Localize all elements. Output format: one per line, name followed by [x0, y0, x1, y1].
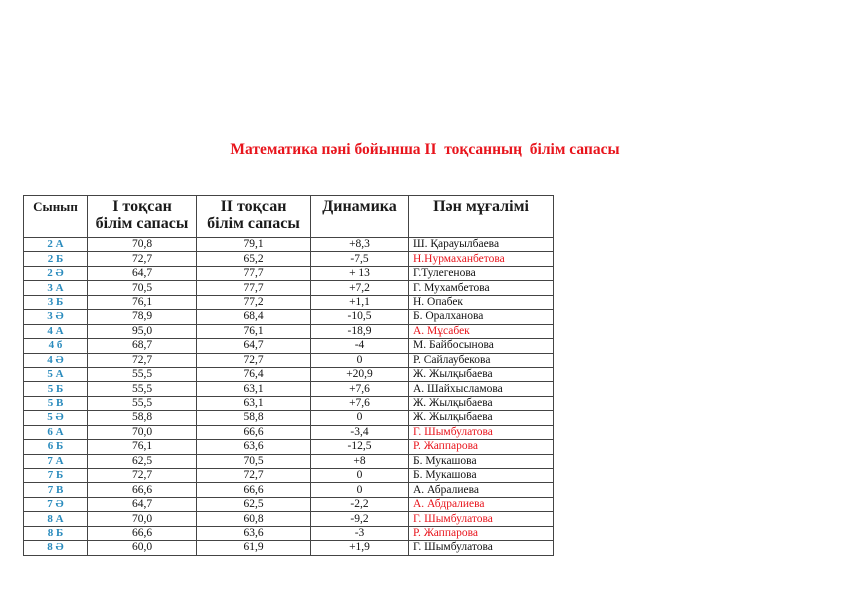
class-cell: 5 Б: [24, 382, 88, 396]
q1-cell: 55,5: [88, 396, 197, 410]
class-cell: 8 А: [24, 512, 88, 526]
table-row: [24, 266, 554, 280]
class-cell: 6 А: [24, 425, 88, 439]
table-row: [24, 541, 554, 555]
q1-cell: 70,8: [88, 238, 197, 252]
teacher-cell: А. Мұсабек: [409, 324, 554, 338]
table-row: [24, 425, 554, 439]
class-cell: 2 А: [24, 238, 88, 252]
teacher-cell: Ж. Жылқыбаева: [409, 367, 554, 381]
dynamics-cell: -3,4: [311, 425, 409, 439]
q1-cell: 70,0: [88, 425, 197, 439]
teacher-cell: Б. Мукашова: [409, 454, 554, 468]
class-cell: 4 А: [24, 324, 88, 338]
q2-cell: 77,7: [197, 266, 311, 280]
dynamics-cell: -2,2: [311, 497, 409, 511]
dynamics-cell: -7,5: [311, 252, 409, 266]
dynamics-cell: 0: [311, 411, 409, 425]
header-dynamics: Динамика: [311, 196, 409, 238]
q2-cell: 66,6: [197, 483, 311, 497]
class-cell: 3 Б: [24, 295, 88, 309]
teacher-cell: Н.Нурмаханбетова: [409, 252, 554, 266]
q1-cell: 66,6: [88, 526, 197, 540]
table-row: [24, 440, 554, 454]
q2-cell: 62,5: [197, 497, 311, 511]
document-title: Математика пәні бойынша II тоқсанның білім сапасы: [230, 141, 620, 158]
q2-cell: 76,4: [197, 367, 311, 381]
header-class: Сынып: [24, 196, 88, 238]
q1-cell: 66,6: [88, 483, 197, 497]
class-cell: 5 В: [24, 396, 88, 410]
class-cell: 8 Ә: [24, 541, 88, 555]
teacher-cell: Г. Шымбулатова: [409, 541, 554, 555]
class-cell: 3 А: [24, 281, 88, 295]
teacher-cell: А. Абралиева: [409, 483, 554, 497]
q2-cell: 63,1: [197, 396, 311, 410]
dynamics-cell: -4: [311, 339, 409, 353]
q1-cell: 58,8: [88, 411, 197, 425]
q2-cell: 72,7: [197, 353, 311, 367]
dynamics-cell: + 13: [311, 266, 409, 280]
q1-cell: 76,1: [88, 295, 197, 309]
class-cell: 7 В: [24, 483, 88, 497]
teacher-cell: Г. Шымбулатова: [409, 425, 554, 439]
q2-cell: 65,2: [197, 252, 311, 266]
class-cell: 7 А: [24, 454, 88, 468]
q2-cell: 77,2: [197, 295, 311, 309]
header-q1-line2: білім сапасы: [95, 215, 189, 232]
q1-cell: 95,0: [88, 324, 197, 338]
q1-cell: 72,7: [88, 353, 197, 367]
header-q1: [88, 196, 197, 238]
dynamics-cell: +7,2: [311, 281, 409, 295]
dynamics-cell: +7,6: [311, 382, 409, 396]
table-row: [24, 310, 554, 324]
teacher-cell: Г. Шымбулатова: [409, 512, 554, 526]
table-row: [24, 339, 554, 353]
teacher-cell: Р. Жаппарова: [409, 526, 554, 540]
teacher-cell: Г. Мухамбетова: [409, 281, 554, 295]
q2-cell: 79,1: [197, 238, 311, 252]
quality-table: [23, 195, 554, 556]
class-cell: 4 Ә: [24, 353, 88, 367]
teacher-cell: Ж. Жылқыбаева: [409, 411, 554, 425]
dynamics-cell: -3: [311, 526, 409, 540]
teacher-cell: Ж. Жылқыбаева: [409, 396, 554, 410]
teacher-cell: Р. Жаппарова: [409, 440, 554, 454]
teacher-cell: Р. Сайлаубекова: [409, 353, 554, 367]
q1-cell: 72,7: [88, 252, 197, 266]
q1-cell: 70,0: [88, 512, 197, 526]
table-row: [24, 411, 554, 425]
q2-cell: 70,5: [197, 454, 311, 468]
teacher-cell: А. Шайхысламова: [409, 382, 554, 396]
header-teacher: Пән мұғалімі: [409, 196, 554, 238]
q2-cell: 60,8: [197, 512, 311, 526]
q1-cell: 55,5: [88, 367, 197, 381]
q2-cell: 72,7: [197, 469, 311, 483]
dynamics-cell: 0: [311, 483, 409, 497]
q2-cell: 76,1: [197, 324, 311, 338]
class-cell: 5 А: [24, 367, 88, 381]
class-cell: 7 Ә: [24, 497, 88, 511]
dynamics-cell: +8,3: [311, 238, 409, 252]
q1-cell: 68,7: [88, 339, 197, 353]
q1-cell: 78,9: [88, 310, 197, 324]
table-row: [24, 497, 554, 511]
table-row: [24, 469, 554, 483]
q2-cell: 63,6: [197, 526, 311, 540]
dynamics-cell: +7,6: [311, 396, 409, 410]
q2-cell: 58,8: [197, 411, 311, 425]
q1-cell: 62,5: [88, 454, 197, 468]
class-cell: 7 Б: [24, 469, 88, 483]
teacher-cell: М. Байбосынова: [409, 339, 554, 353]
q2-cell: 68,4: [197, 310, 311, 324]
table-row: [24, 324, 554, 338]
class-cell: 5 Ә: [24, 411, 88, 425]
dynamics-cell: -18,9: [311, 324, 409, 338]
q2-cell: 61,9: [197, 541, 311, 555]
dynamics-cell: +1,1: [311, 295, 409, 309]
q1-cell: 76,1: [88, 440, 197, 454]
teacher-cell: Б. Оралханова: [409, 310, 554, 324]
table-row: [24, 238, 554, 252]
q1-cell: 60,0: [88, 541, 197, 555]
table-row: [24, 252, 554, 266]
teacher-cell: Ш. Қарауылбаева: [409, 238, 554, 252]
class-cell: 8 Б: [24, 526, 88, 540]
teacher-cell: А. Абдралиева: [409, 497, 554, 511]
header-q1-line1: I тоқсан: [112, 198, 172, 215]
q2-cell: 63,6: [197, 440, 311, 454]
q2-cell: 64,7: [197, 339, 311, 353]
q1-cell: 64,7: [88, 497, 197, 511]
dynamics-cell: +8: [311, 454, 409, 468]
q1-cell: 72,7: [88, 469, 197, 483]
q1-cell: 64,7: [88, 266, 197, 280]
table-row: [24, 281, 554, 295]
header-row: [24, 196, 554, 238]
header-q2-line2: білім сапасы: [207, 215, 300, 232]
dynamics-cell: -10,5: [311, 310, 409, 324]
dynamics-cell: 0: [311, 469, 409, 483]
table-row: [24, 526, 554, 540]
dynamics-cell: -9,2: [311, 512, 409, 526]
class-cell: 3 Ә: [24, 310, 88, 324]
table-row: [24, 367, 554, 381]
teacher-cell: Г.Тулегенова: [409, 266, 554, 280]
header-q2-line1: II тоқсан: [220, 198, 287, 215]
table-row: [24, 353, 554, 367]
table-row: [24, 396, 554, 410]
dynamics-cell: -12,5: [311, 440, 409, 454]
dynamics-cell: +1,9: [311, 541, 409, 555]
table-row: [24, 483, 554, 497]
class-cell: 2 Б: [24, 252, 88, 266]
table-row: [24, 512, 554, 526]
dynamics-cell: 0: [311, 353, 409, 367]
class-cell: 2 Ә: [24, 266, 88, 280]
table-row: [24, 454, 554, 468]
class-cell: 4 б: [24, 339, 88, 353]
q2-cell: 66,6: [197, 425, 311, 439]
q2-cell: 77,7: [197, 281, 311, 295]
table-row: [24, 382, 554, 396]
q1-cell: 55,5: [88, 382, 197, 396]
teacher-cell: Б. Мукашова: [409, 469, 554, 483]
header-q2: [197, 196, 311, 238]
q1-cell: 70,5: [88, 281, 197, 295]
teacher-cell: Н. Опабек: [409, 295, 554, 309]
dynamics-cell: +20,9: [311, 367, 409, 381]
class-cell: 6 Б: [24, 440, 88, 454]
q2-cell: 63,1: [197, 382, 311, 396]
table-row: [24, 295, 554, 309]
